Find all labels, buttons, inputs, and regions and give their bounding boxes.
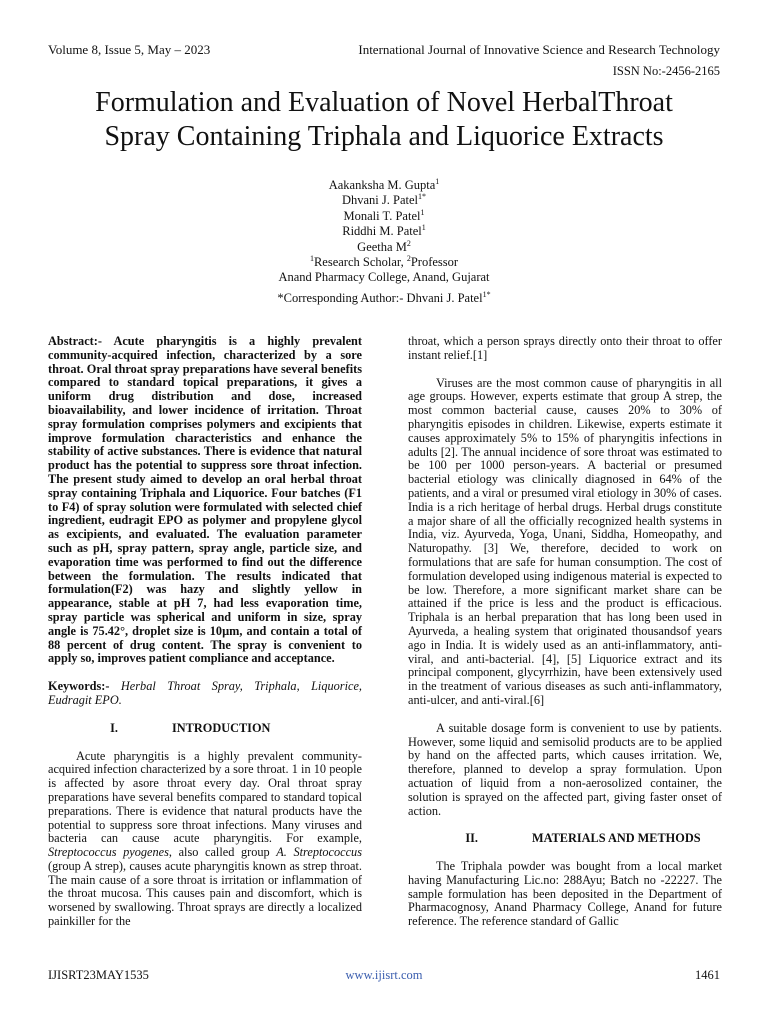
introduction-paragraph: Acute pharyngitis is a highly prevalent community-acquired infection characterized by a sore throat. 1 in 10 people is affected by asore throat every day. Oral throat spray preparations have several benefits compared to standard topical preparations. There is evidence that natural products have the potential to suppress sore throat infections. Many viruses and bacteria can cause acute pharyngitis. For example, Streptococcus pyogenes, also called group A. Streptococcus (group A strep), causes acute pharyngitis known as strep throat. The main cause of a sore throat is irritation or inflammation of the throat mucosa. This causes pain and discomfort, which is worsened by swallowing. Throat sprays are directly a localized painkiller for the [48, 748, 362, 929]
section-heading-materials-methods: II. MATERIALS AND METHODS [465, 831, 701, 846]
paragraph: Viruses are the most common cause of pharyngitis in all age groups. However, experts estimate that group A strep, the most common bacterial cause, causes 20% to 30% of pharyngitis episodes in children. Likewise, experts estimate it causes approximately 5% to 15% of pharyngitis infections in adults [2]. The annual incidence of sore throat was estimated to be 100 per 1000 person-years. A bacterial or presumed bacterial etiology was clinically diagnosed in 64% of the patients, and a viral or presumed viral etiology in 30% of cases. India is a rich heritage of herbal drugs. Herbal drugs constitute a major share of all the officially recognized health systems in India, viz. Ayurveda, Yoga, Unani, Siddha, Homeopathy, and Naturopathy. [3] We, therefore, decided to work on formulations that are safe for human consumption. The cost of formulation developed using indigenous material is expected to be low. Therefore, a more significant market share can be attained if the price is less and the product is efficacious. Triphala is an herbal preparation that has long been used in Ayurveda, a healing system that originated thousandsof years ago in India. It is widely used as an anti-inflammatory, anti-viral, and anti-bacterial. [4], [5] Liquorice extract and its principal component, glycyrrhizin, have been extensively used in the treatment of various diseases as such anti-inflammatory, anti-ulcer, and anti-viral.[6] [408, 375, 722, 707]
volume-issue: Volume 8, Issue 5, May – 2023 [48, 42, 211, 57]
journal-website-link[interactable]: www.ijisrt.com [345, 968, 423, 982]
corresponding-author: *Corresponding Author:- Dhvani J. Patel$^{1*}$ [277, 289, 491, 305]
author: Geetha $M^2$ [357, 238, 411, 254]
issn: ISSN No:-2456-2165 [612, 64, 720, 78]
author: Aakanksha M. Gupta$^1$ [328, 176, 440, 192]
author: Monali T. Patel$^1$ [343, 207, 425, 223]
paragraph: throat, which a person sprays directly onto their throat to offer instant relief.[1] [408, 334, 722, 362]
right-column [408, 335, 722, 943]
section-heading-introduction: I. INTRODUCTION [110, 720, 271, 735]
title-line-1: Formulation and Evaluation of Novel HerbalThroat [95, 87, 673, 118]
abstract: Abstract:- Acute pharyngitis is a highly prevalent community-acquired infection, characterized by a sore throat. Oral throat spray preparations have several benefits compared to standard topical preparations, it gives a uniform drug distribution and dose, increased bioavailability, and lower incidence of irritation. Throat spray formulation comprises polymers and excipients that improve formulation characteristics and enhance the stability of active substances. There is evidence that natural product has the potential to suppress sore throat infection. The present study aimed to develop an oral herbal throat spray containing Triphala and Liquorice. Four batches (F1 to F4) of spray solution were formulated with selected chief ingredient, eudragit EPO as polymer and propylene glycol as excipients, and evaluated. The evaluation parameter such as pH, spray pattern, spray angle, particle size, and evaporation time was performed to find out the difference between the formulation. The results indicated that formulation(F2) was hazy and slightly yellow in appearance, stable at pH 7, had less evaporation time, spray particle was spherical and uniform in size, spray angle is 75.42°, droplet size is 10µm, and contain a total of 88 percent of drug content. The spray is convenient to apply so, improves patient compliance and acceptance. [48, 334, 362, 666]
paper-title [30, 86, 738, 154]
paper-id: IJISRT23MAY1535 [48, 968, 149, 982]
author-roles: $^1$Research Scholar, $^2$Professor [309, 253, 459, 270]
author-block [184, 178, 584, 286]
journal-name: International Journal of Innovative Science and Research Technology [358, 42, 720, 57]
author: Dhvani J. Patel$^{1*}$ [341, 192, 427, 208]
author: Riddhi M. Patel$^1$ [342, 223, 426, 239]
paragraph: A suitable dosage form is convenient to use by patients. However, some liquid and semisolid products are to be applied by hand on the affected parts, which causes irritation. We, therefore, planned to develop a spray formulation. Upon actuation of liquid from a non-aerosolized container, the solution is sprayed on the affected part, giving faster onset of action. [408, 720, 722, 818]
left-column [48, 335, 362, 943]
paragraph: The Triphala powder was bought from a local market having Manufacturing Lic.no: 288Ayu; Batch no -22227. The sample formulation has been deposited in the Department of Pharmacognosy, Anand Pharmacy College, Anand for future reference. The reference standard of Gallic [408, 859, 722, 929]
keywords: Keywords:- Herbal Throat Spray, Triphala, Liquorice, Eudragit EPO. [48, 679, 362, 707]
title-line-2: Spray Containing Triphala and Liquorice Extracts [104, 121, 664, 152]
page-number: 1461 [695, 968, 720, 982]
institution: Anand Pharmacy College, Anand, Gujarat [278, 270, 490, 285]
